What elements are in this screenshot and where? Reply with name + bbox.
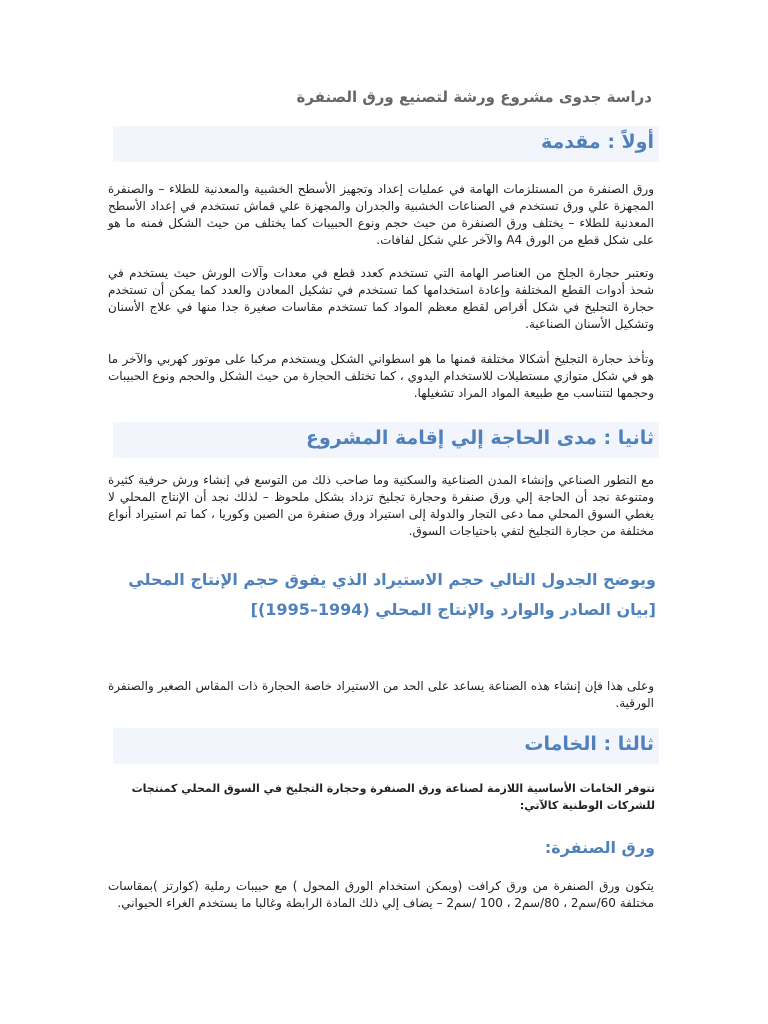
section-heading-raw-materials: ثالثا : الخامات — [524, 733, 654, 755]
paragraph: ورق الصنفرة من المستلزمات الهامة في عمليات إعداد وتجهيز الأسطح الخشبية والمعدنية للطلاء – والصنفرة المجهزة علي ورق تستخدم في الصناعات الخشبية والجدران والمجهزة علي قماش تستخدم في إعداد الأسطح المعدنية للطلاء – يختلف ورق الصنفرة من حيث حجم ونوع الحبيبات كما يختلف من حيث الشكل فمنه ما هو على شكل قطع من الورق A4 والآخر علي شكل لفافات. — [108, 182, 654, 247]
paragraph: وعلى هذا فإن إنشاء هذه الصناعة يساعد على الحد من الاستيراد خاصة الحجارة ذات المقاس الصغير والصنفرة الورقية. — [108, 679, 654, 710]
subsection-heading-sandpaper: ورق الصنفرة: — [544, 838, 655, 857]
section-heading-introduction: أولاً : مقدمة — [541, 131, 654, 153]
paragraph: وتعتبر حجارة الجلخ من العناصر الهامة التي تستخدم كعدد قطع في معدات وآلات الورش حيث يستخدم في شحذ أدوات القطع المختلفة وإعادة استخدامها كما تستخدم في تشكيل المعادن والعدد كما يمكن أن تستخدم حجارة التجليخ في شكل أقراص لقطع معظم المواد كما تستخدم مقاسات صغيرة جدا منها في علاج الأسنان وتشكيل الأسنان الصناعية. — [108, 266, 654, 331]
document-title: دراسة جدوى مشروع ورشة لتصنيع ورق الصنفرة — [296, 88, 652, 106]
bold-intro-line: تتوفر الخامات الأساسية اللازمة لصناعة ورق الصنفرة وحجارة التجليخ في السوق المحلي كمنتجات للشركات الوطنية كالآتي: — [131, 782, 655, 812]
section-heading-project-need: ثانيا : مدى الحاجة إلي إقامة المشروع — [306, 427, 654, 449]
paragraph: وتأخذ حجارة التجليخ أشكالا مختلفة فمنها ما هو اسطواني الشكل ويستخدم مركبا على موتور كهربي والآخر ما هو في شكل متوازي مستطيلات للاستخدام اليدوي ، كما تختلف الحجارة من حيث الشكل والحجم ونوع الحبيبات وحجمها لتتناسب مع طبيعة المواد المراد تشغيلها. — [108, 352, 654, 400]
paragraph: مع التطور الصناعي وإنشاء المدن الصناعية والسكنية وما صاحب ذلك من التوسع في إنشاء ورش حرفية كثيرة ومتنوعة نجد أن الحاجة إلي ورق صنفرة وحجارة تجليخ تزداد بشكل ملحوظ – لذلك نجد أن الإنتاج المحلي لا يغطي السوق المحلي مما دعى التجار والدولة إلى استيراد ورق صنفرة من الصين وكوريا ، كما تم استيراد أنواع مختلفة من حجارة التجليخ لتفي باحتياجات السوق. — [108, 473, 654, 538]
paragraph: يتكون ورق الصنفرة من ورق كرافت (ويمكن استخدام الورق المحول ) مع حبيبات رملية (كوارتز )بمقاسات مختلفة 60/سم2 ، 80/سم2 ، 100 /سم2 – يضاف إلي ذلك المادة الرابطة وغالبا ما يستخدم الغراء الحيواني. — [108, 879, 654, 910]
table-caption-heading: ويوضح الجدول التالي حجم الاستيراد الذي يفوق حجم الإنتاج المحلي [بيان الصادر والوارد والإنتاج المحلي (1994–1995)] — [128, 570, 656, 619]
